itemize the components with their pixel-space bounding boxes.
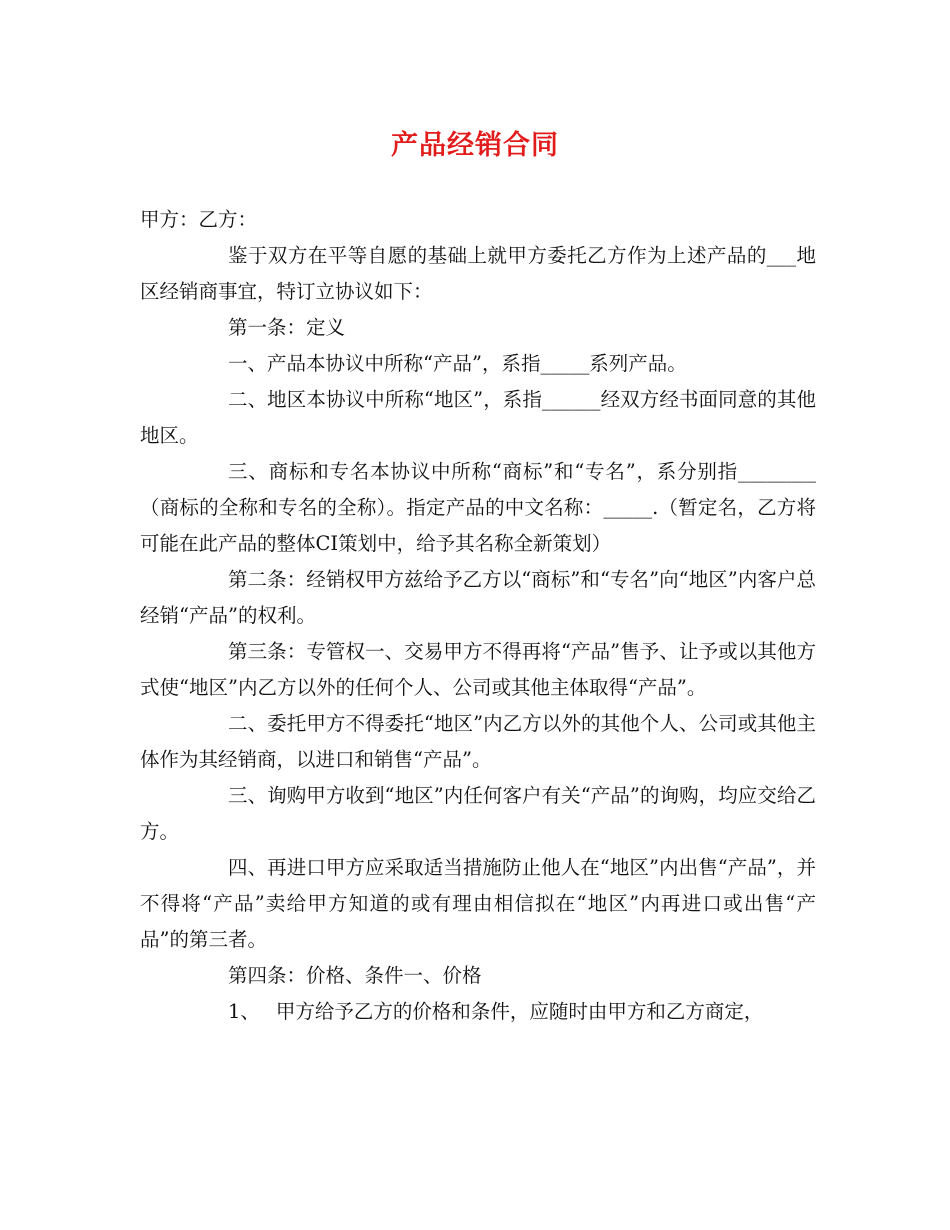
article-3-clause-2: 二、委托甲方不得委托“地区”内乙方以外的其他个人、公司或其他主体作为其经销商，以进口和销售“产品”。 — [140, 712, 816, 771]
preamble-paragraph: 鉴于双方在平等自愿的基础上就甲方委托乙方作为上述产品的___地区经销商事宜，特订立协议如下： — [140, 244, 816, 303]
article-1-clause-3: 三、商标和专名本协议中所称“商标”和“专名”，系分别指________（商标的全称和专名的全称）。指定产品的中文名称：_____.（暂定名，乙方将可能在此产品的整体CI策划中，给予其名称全新策划） — [140, 460, 816, 555]
article-3-clause-3: 三、询购甲方收到“地区”内任何客户有关“产品”的询购，均应交给乙方。 — [140, 784, 816, 843]
article-4-item-1: 1、 甲方给予乙方的价格和条件，应随时由甲方和乙方商定， — [228, 1000, 764, 1023]
article-3-clause-1: 第三条：专管权一、交易甲方不得再将“产品”售予、让予或以其他方式使“地区”内乙方以外的任何个人、公司或其他主体取得“产品”。 — [140, 640, 816, 699]
article-1-clause-2: 二、地区本协议中所称“地区”，系指______经双方经书面同意的其他地区。 — [140, 388, 816, 447]
party-line: 甲方：乙方： — [140, 208, 258, 231]
article-1-clause-1: 一、产品本协议中所称“产品”，系指_____系列产品。 — [228, 352, 687, 375]
document-title: 产品经销合同 — [391, 130, 559, 161]
article-4-heading: 第四条：价格、条件一、价格 — [228, 964, 482, 987]
article-3-clause-4: 四、再进口甲方应采取适当措施防止他人在“地区”内出售“产品”，并不得将“产品”卖给甲方知道的或有理由相信拟在“地区”内再进口或出售“产品”的第三者。 — [140, 856, 816, 951]
article-1-heading: 第一条：定义 — [228, 316, 346, 339]
article-2-paragraph: 第二条：经销权甲方兹给予乙方以“商标”和“专名”向“地区”内客户总经销“产品”的权利。 — [140, 568, 816, 627]
document-body — [140, 202, 816, 1030]
